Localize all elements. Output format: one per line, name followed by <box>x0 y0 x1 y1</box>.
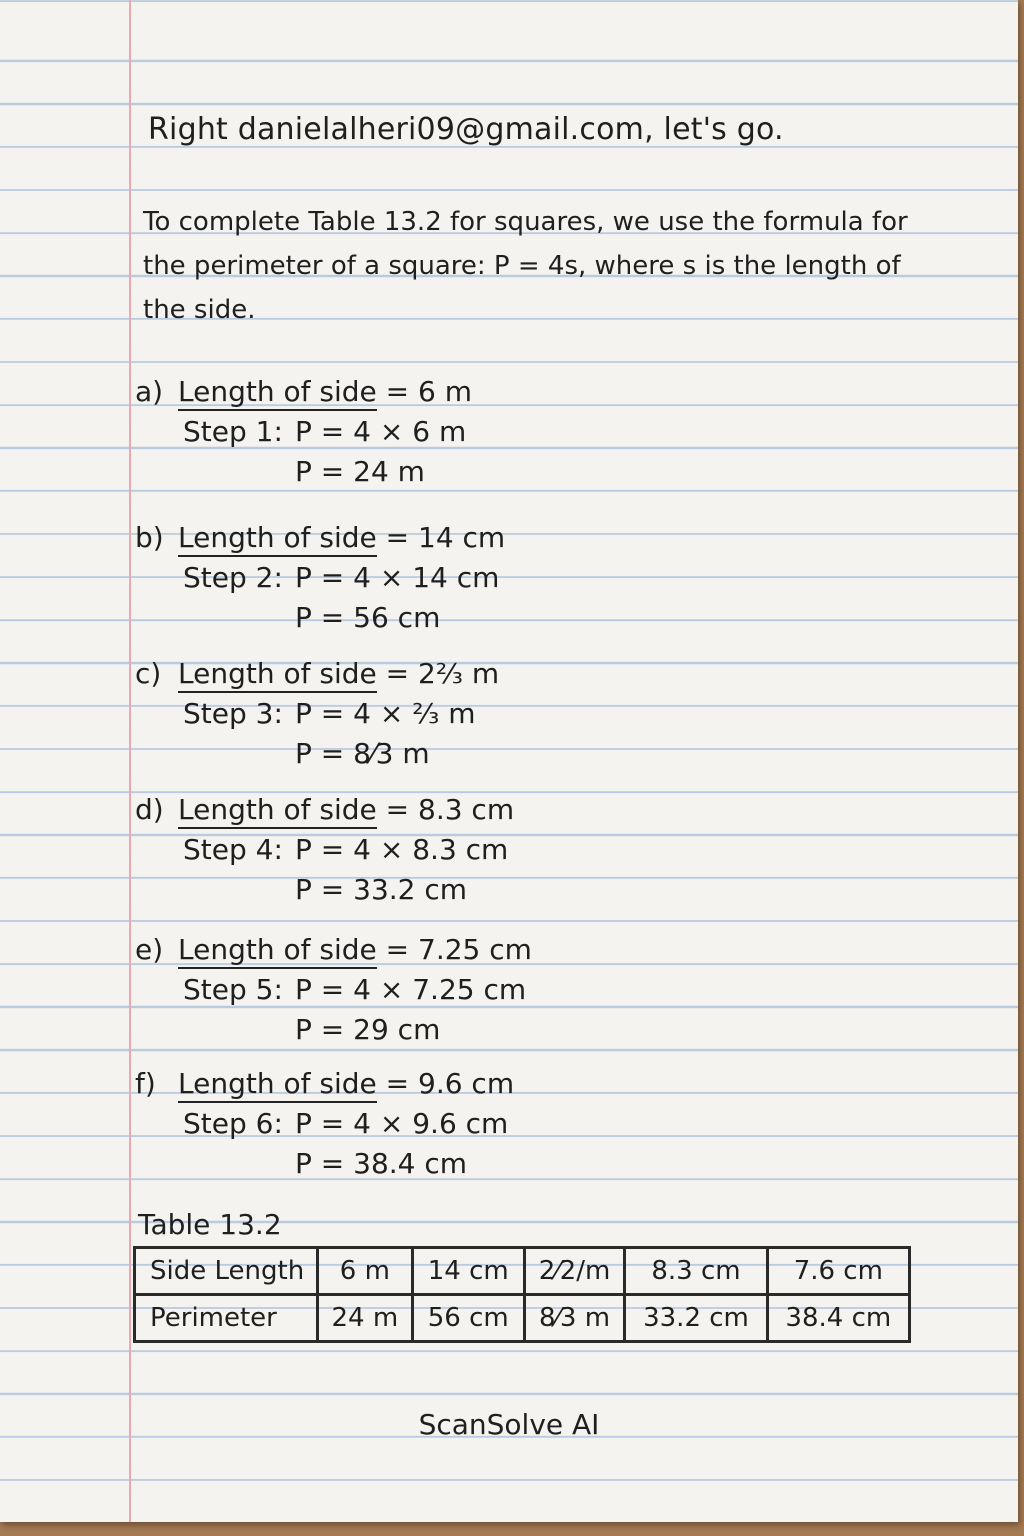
step-line <box>135 830 514 870</box>
side-label: Length of side <box>178 521 377 557</box>
row-header: Side Length <box>135 1248 318 1295</box>
table-cell: 38.4 cm <box>767 1295 909 1342</box>
result-line: P = 24 m <box>295 455 425 488</box>
table-cell: 8.3 cm <box>625 1248 767 1295</box>
row-header: Perimeter <box>135 1295 318 1342</box>
step-label: Step 2: <box>183 561 283 594</box>
problem-block <box>135 1064 514 1184</box>
problem-block <box>135 930 532 1050</box>
table-cell: 33.2 cm <box>625 1295 767 1342</box>
side-label: Length of side <box>178 375 377 411</box>
side-value: = 8.3 cm <box>385 793 515 826</box>
step-line <box>135 558 505 598</box>
result-line: P = 8⁄3 m <box>295 737 430 770</box>
result-line: P = 38.4 cm <box>295 1147 468 1180</box>
problem-block <box>135 372 472 492</box>
problem-letter: e) <box>135 933 164 966</box>
table-row <box>135 1248 910 1295</box>
result-line: P = 29 cm <box>295 1013 441 1046</box>
side-line <box>135 790 514 830</box>
side-label: Length of side <box>178 1067 377 1103</box>
side-line <box>135 654 499 694</box>
margin-line <box>129 0 131 1522</box>
brand-watermark: ScanSolve AI <box>418 1408 600 1441</box>
side-line <box>135 372 472 412</box>
problem-letter: c) <box>135 657 162 690</box>
table-cell: 14 cm <box>412 1248 524 1295</box>
table-cell: 8⁄3 m <box>524 1295 625 1342</box>
side-line <box>135 1064 514 1104</box>
problem-letter: f) <box>135 1067 156 1100</box>
step-label: Step 3: <box>183 697 283 730</box>
problem-block <box>135 654 499 774</box>
side-value: = 7.25 cm <box>385 933 532 966</box>
problem-letter: b) <box>135 521 164 554</box>
step-line <box>135 412 472 452</box>
table-cell: 7.6 cm <box>767 1248 909 1295</box>
table-cell: 2⁄2/m <box>524 1248 625 1295</box>
step-expression: P = 4 × 7.25 cm <box>295 973 527 1006</box>
table-title: Table 13.2 <box>138 1208 282 1241</box>
step-label: Step 5: <box>183 973 283 1006</box>
step-expression: P = 4 × ⅔ m <box>295 697 476 730</box>
step-label: Step 4: <box>183 833 283 866</box>
side-value: = 14 cm <box>385 521 506 554</box>
problem-block <box>135 518 505 638</box>
side-value: = 9.6 cm <box>385 1067 515 1100</box>
result-line: P = 56 cm <box>295 601 441 634</box>
table-cell: 24 m <box>318 1295 413 1342</box>
intro-paragraph: To complete Table 13.2 for squares, we use the formula for the perimeter of a square: P = 4s, where s is the length of the side. <box>143 207 908 325</box>
step-expression: P = 4 × 8.3 cm <box>295 833 509 866</box>
side-label: Length of side <box>178 933 377 969</box>
side-line <box>135 930 532 970</box>
greeting-line: Right danielalheri09@gmail.com, let's go. <box>148 112 784 147</box>
side-label: Length of side <box>178 793 377 829</box>
step-expression: P = 4 × 6 m <box>295 415 467 448</box>
perimeter-table <box>133 1246 911 1343</box>
side-label: Length of side <box>178 657 377 693</box>
side-value: = 6 m <box>385 375 472 408</box>
problem-letter: a) <box>135 375 164 408</box>
step-expression: P = 4 × 14 cm <box>295 561 500 594</box>
table-row <box>135 1295 910 1342</box>
result-line: P = 33.2 cm <box>295 873 468 906</box>
side-value: = 2⅔ m <box>385 657 500 690</box>
step-line <box>135 970 532 1010</box>
side-line <box>135 518 505 558</box>
step-line <box>135 694 499 734</box>
step-expression: P = 4 × 9.6 cm <box>295 1107 509 1140</box>
step-line <box>135 1104 514 1144</box>
table-cell: 56 cm <box>412 1295 524 1342</box>
problem-letter: d) <box>135 793 164 826</box>
table-cell: 6 m <box>318 1248 413 1295</box>
step-label: Step 6: <box>183 1107 283 1140</box>
step-label: Step 1: <box>183 415 283 448</box>
problem-block <box>135 790 514 910</box>
